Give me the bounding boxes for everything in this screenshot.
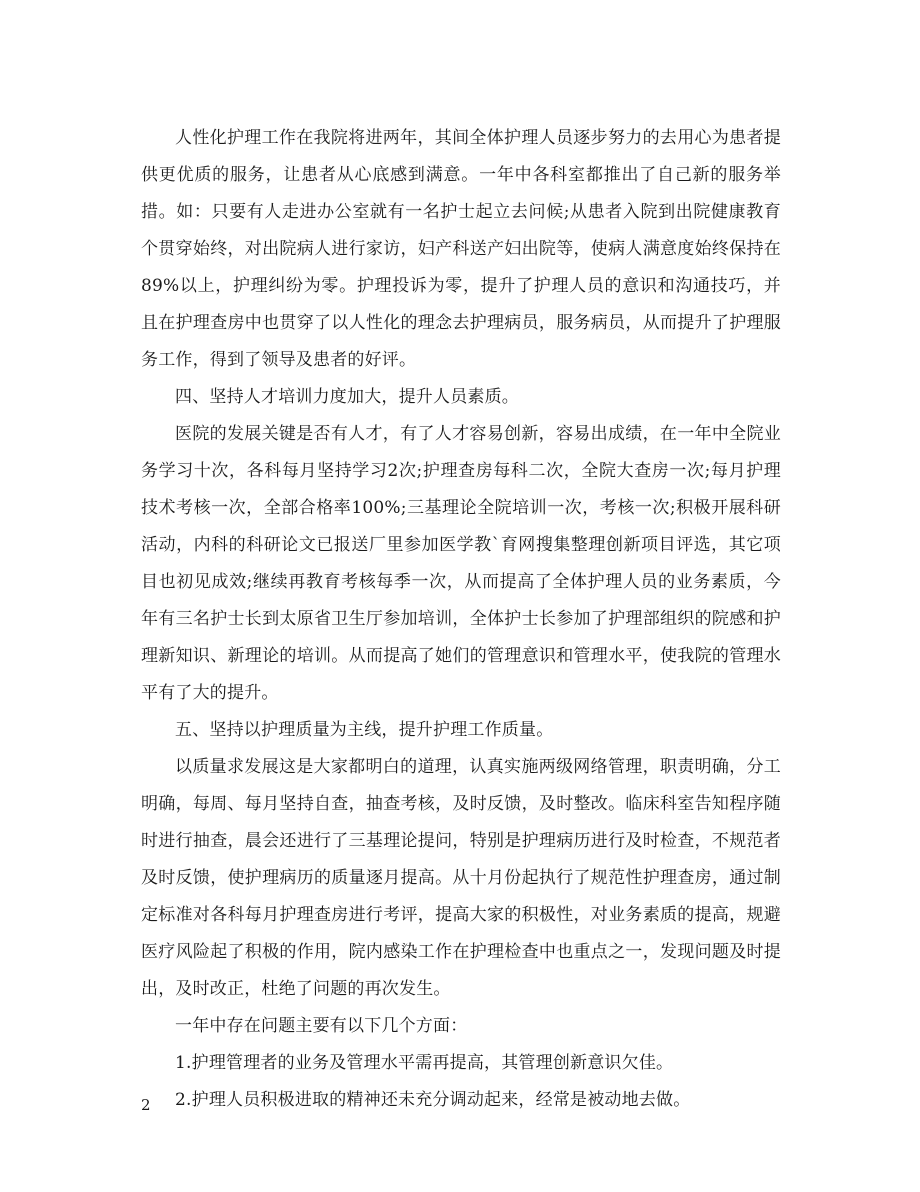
paragraph-problems-intro: 一年中存在问题主要有以下几个方面： bbox=[175, 1016, 468, 1036]
paragraph-talent-training: 医院的发展关键是否有人才，有了人才容易创新，容易出成绩，在一年中全院业务学习十次，各科每月坚持学习2次;护理查房每科二次，全院大查房一次;每月护理技术考核一次，全部合格率100%;三基理论全院培训一次，考核一次;积极开展科研活动，内科的科研论文已报送厂里参加医学教`育网搜集整理创新项目评选，其它项目也初见成效;继续再教育考核每季一次，从而提高了全体护理人员的业务素质，今年有三名护士长到太原省卫生厅参加培训，全体护士长参加了护理部组织的院感和护理新知识、新理论的培训。从而提高了她们的管理意识和管理水平，使我院的管理水平有了大的提升。 bbox=[141, 424, 781, 703]
section-heading-nursing-quality: 五、坚持以护理质量为主线，提升护理工作质量。 bbox=[175, 720, 554, 740]
list-item-problem-1: 1.护理管理者的业务及管理水平需再提高，其管理创新意识欠佳。 bbox=[175, 1053, 674, 1073]
document-body bbox=[141, 120, 781, 1119]
page-number: 2 bbox=[141, 1096, 151, 1114]
section-heading-talent-training: 四、坚持人才培训力度加大，提升人员素质。 bbox=[175, 387, 519, 407]
paragraph-nursing-quality: 以质量求发展这是大家都明白的道理，认真实施两级网络管理，职责明确，分工明确，每周、每月坚持自查，抽查考核，及时反馈，及时整改。临床科室告知程序随时进行抽查，晨会还进行了三基理论提问，特别是护理病历进行及时检查，不规范者及时反馈，使护理病历的质量逐月提高。从十月份起执行了规范性护理查房，通过制定标准对各科每月护理查房进行考评，提高大家的积极性，对业务素质的提高，规避医疗风险起了积极的作用，院内感染工作在护理检查中也重点之一，发现问题及时提出，及时改正，杜绝了问题的再次发生。 bbox=[141, 757, 781, 999]
paragraph-humanized-nursing: 人性化护理工作在我院将进两年，其间全体护理人员逐步努力的去用心为患者提供更优质的服务，让患者从心底感到满意。一年中各科室都推出了自己新的服务举措。如：只要有人走进办公室就有一名护士起立去问候;从患者入院到出院健康教育个贯穿始终，对出院病人进行家访，妇产科送产妇出院等，使病人满意度始终保持在89%以上，护理纠纷为零。护理投诉为零，提升了护理人员的意识和沟通技巧，并且在护理查房中也贯穿了以人性化的理念去护理病员，服务病员，从而提升了护理服务工作，得到了领导及患者的好评。 bbox=[141, 128, 781, 370]
list-item-problem-2: 2.护理人员积极进取的精神还未充分调动起来，经常是被动地去做。 bbox=[175, 1090, 691, 1110]
